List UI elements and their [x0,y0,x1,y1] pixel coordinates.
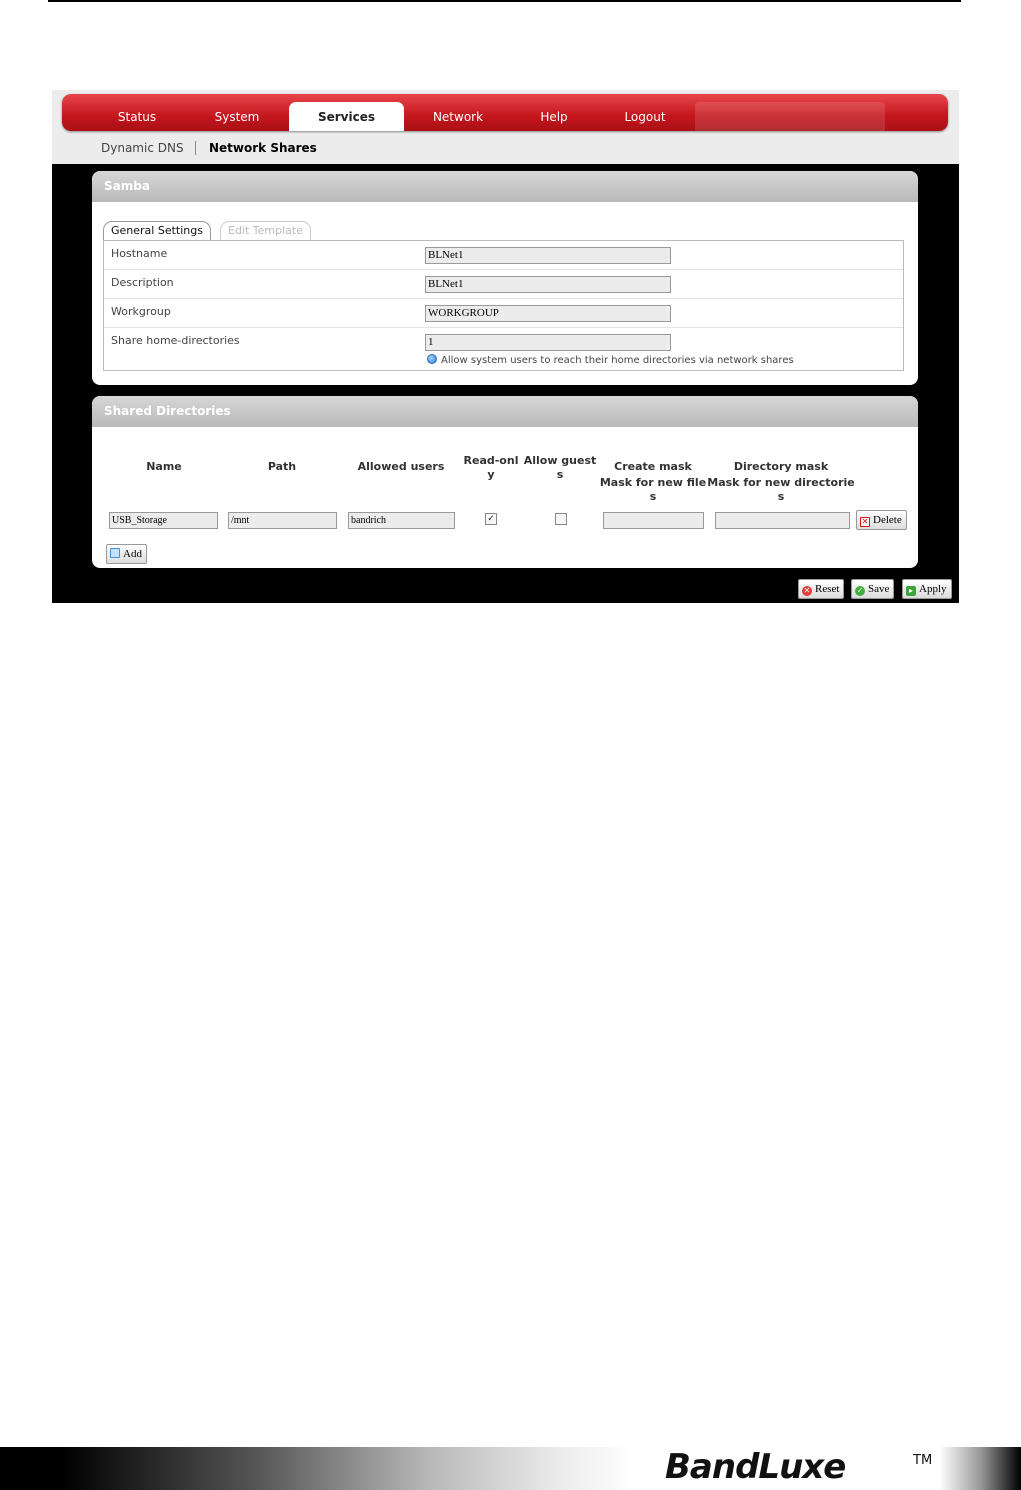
page-top-rule [48,0,961,2]
workgroup-input[interactable]: WORKGROUP [425,305,671,322]
menu-network[interactable]: Network [432,110,484,124]
homedirs-row [104,328,903,370]
menu-services[interactable]: Services [289,102,404,131]
col-header-directory-mask-sub-line1: Mask for new directorie [707,476,855,489]
col-header-read-only [456,454,526,482]
delete-icon: ✕ [861,517,869,526]
share-path-input[interactable]: /mnt [228,512,337,529]
delete-button[interactable] [856,510,907,530]
col-header-create-mask [598,460,708,504]
add-icon [110,548,120,558]
delete-button-label: Delete [873,514,902,526]
shared-directories-title: Shared Directories [92,396,918,427]
workgroup-label: Workgroup [111,305,171,318]
save-button[interactable] [851,579,894,599]
apply-button-label: Apply [919,583,947,595]
description-input[interactable]: BLNet1 [425,276,671,293]
shared-directories-panel [92,396,918,568]
general-settings-box [103,240,904,371]
reset-button[interactable] [798,579,844,599]
col-header-read-only-line1: Read-onl [463,454,519,467]
directory-mask-input[interactable] [715,512,850,529]
homedirs-label: Share home-directories [111,334,240,347]
submenu-dynamic-dns[interactable]: Dynamic DNS [101,141,184,155]
menu-system[interactable]: System [214,110,260,124]
col-header-read-only-line2: y [487,468,495,481]
tab-edit-template[interactable]: Edit Template [220,221,311,240]
col-header-allowed-users: Allowed users [357,460,445,473]
col-header-name: Name [146,460,182,473]
read-only-checkbox[interactable]: ✓ [485,513,497,525]
hostname-input[interactable]: BLNet1 [425,247,671,264]
create-mask-input[interactable] [603,512,704,529]
description-row [104,270,903,299]
col-header-allow-guests-line2: s [556,468,564,481]
samba-panel [92,171,918,385]
apply-button[interactable] [902,579,952,599]
submenu-network-shares[interactable]: Network Shares [209,141,317,155]
menu-status[interactable]: Status [117,110,157,124]
reset-button-label: Reset [815,583,840,595]
homedirs-hint-text: Allow system users to reach their home directories via network shares [441,355,794,366]
router-web-ui [52,90,959,603]
col-header-create-mask-sub-line2: s [649,490,657,503]
col-header-create-mask-sub-line1: Mask for new file [599,476,707,489]
homedirs-hint [427,354,794,366]
main-menu-bar [62,94,948,131]
col-header-directory-mask-title: Directory mask [733,460,829,473]
submenu-separator [195,141,196,155]
hostname-label: Hostname [111,247,168,260]
col-header-directory-mask [706,460,856,504]
col-header-directory-mask-sub-line2: s [777,490,785,503]
menu-bar-filler [695,102,885,131]
col-header-allow-guests-line1: Allow guest [523,454,597,467]
menu-logout[interactable]: Logout [624,110,666,124]
hostname-row [104,241,903,270]
reset-icon: ✕ [803,586,811,595]
bandluxe-logo: BandLuxe [665,1447,846,1487]
col-header-allow-guests [520,454,600,482]
description-label: Description [111,276,174,289]
trademark-mark: TM [913,1453,933,1468]
info-icon [427,354,437,364]
add-button-label: Add [123,548,142,560]
tab-general-settings[interactable]: General Settings [103,221,211,240]
save-button-label: Save [868,583,890,595]
workgroup-row [104,299,903,328]
share-name-input[interactable]: USB_Storage [109,512,218,529]
allow-guests-checkbox[interactable] [555,513,567,525]
share-allowed-users-input[interactable]: bandrich [348,512,455,529]
apply-icon: ▸ [906,586,916,596]
samba-panel-title: Samba [92,171,918,202]
page-footer-bar [0,1447,1021,1490]
save-icon: ✓ [856,586,864,595]
header-area [52,90,959,164]
add-button[interactable] [106,544,147,564]
col-header-create-mask-title: Create mask [614,460,692,473]
homedirs-input[interactable]: 1 [425,334,671,351]
menu-help[interactable]: Help [540,110,568,124]
col-header-path: Path [267,460,297,473]
